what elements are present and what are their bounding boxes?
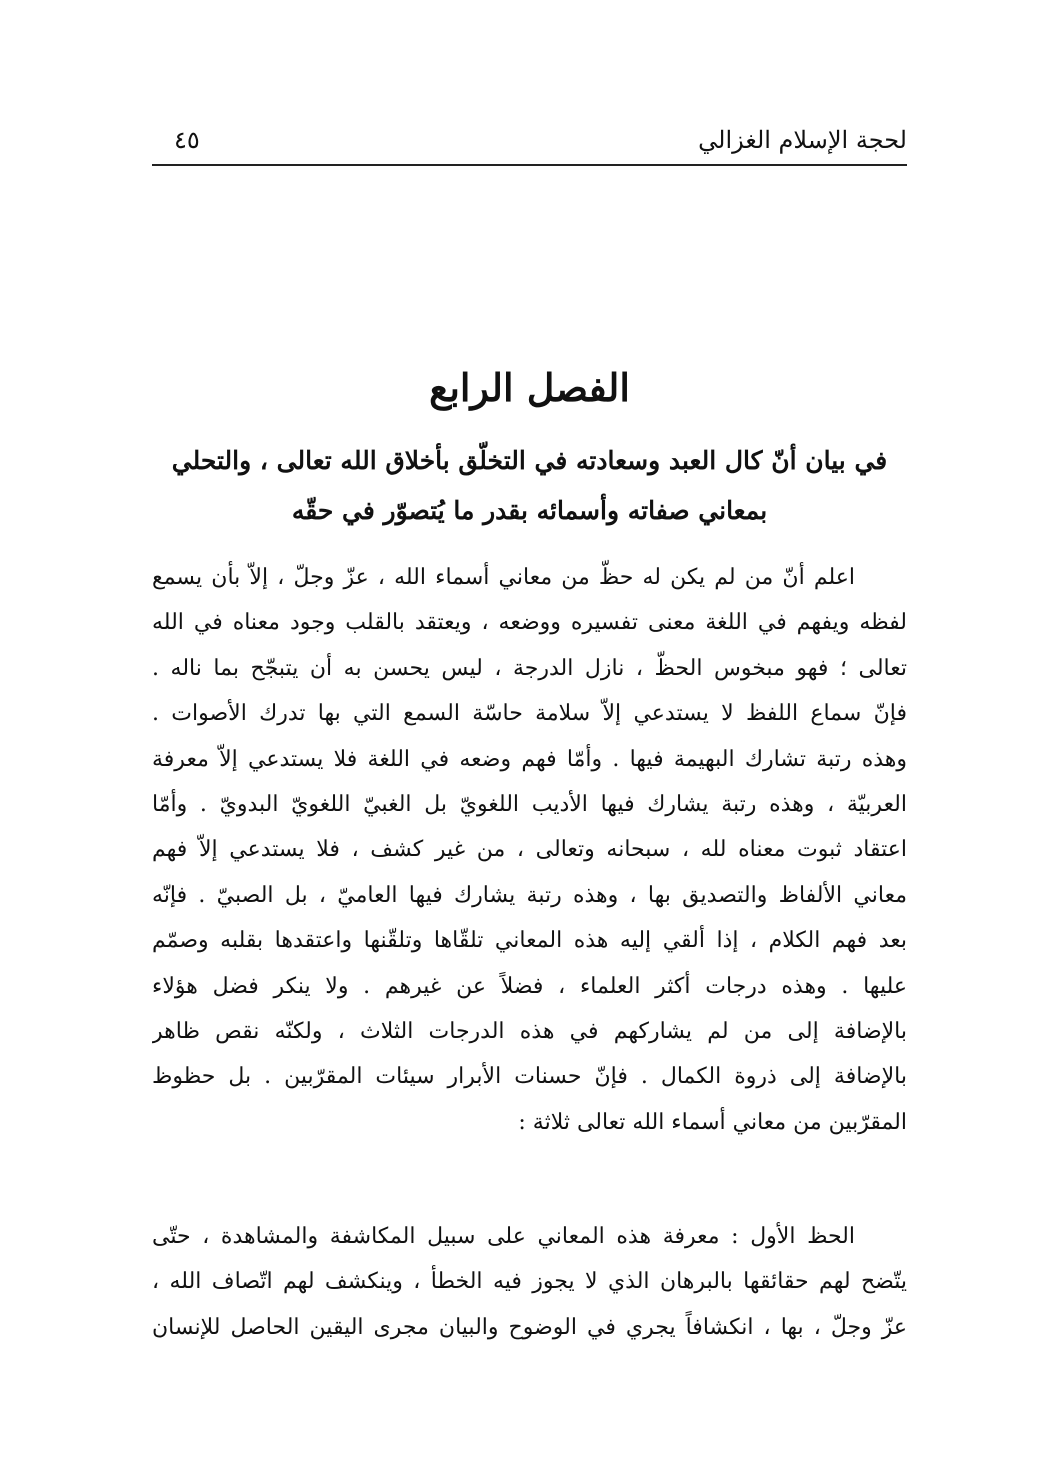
text-line: تعالى ؛ فهو مبخوس الحظّ ، نازل الدرجة ، ليس يحسن به أن يتبجّح بما ناله .	[152, 655, 907, 681]
chapter-subtitle	[152, 436, 907, 536]
text-line: المقرّبين من معاني أسماء الله تعالى ثلاثة :	[518, 1109, 907, 1135]
page-number: ٤٥	[174, 126, 200, 154]
chapter-title: الفصل الرابع	[429, 365, 630, 410]
text-line: يتّضح لهم حقائقها بالبرهان الذي لا يجوز فيه الخطأ ، وينكشف لهم اتّصاف الله ،	[152, 1269, 907, 1295]
body-paragraph	[152, 555, 907, 1145]
running-title: لحجة الإسلام الغزالي	[698, 126, 907, 154]
text-line: اعلم أنّ من لم يكن له حظّ من معاني أسماء الله ، عزّ وجلّ ، إلاّ بأن يسمع	[152, 565, 855, 590]
running-header	[152, 124, 907, 166]
subtitle-line: بمعاني صفاته وأسمائه بقدر ما يُتصوّر في حقّه	[291, 496, 768, 525]
subtitle-line: في بيان أنّ كال العبد وسعادته في التخلّق بأخلاق الله تعالى ، والتحلي	[171, 446, 888, 475]
text-line: لفظه ويفهم في اللغة معنى تفسيره ووضعه ، ويعتقد بالقلب وجود معناه في الله	[152, 610, 907, 636]
body-paragraph	[152, 1214, 907, 1350]
text-line: عزّ وجلّ ، بها ، انكشافاً يجري في الوضوح والبيان مجرى اليقين الحاصل للإنسان	[152, 1314, 907, 1340]
text-line: معاني الألفاظ والتصديق بها ، وهذه رتبة يشارك فيها العاميّ ، بل الصبيّ . فإنّه	[152, 882, 907, 908]
text-line: بالإضافة إلى ذروة الكمال . فإنّ حسنات الأبرار سيئات المقرّبين . بل حظوظ	[152, 1064, 907, 1090]
text-line: الحظ الأول : معرفة هذه المعاني على سبيل المكاشفة والمشاهدة ، حتّى	[152, 1224, 855, 1249]
text-line: اعتقاد ثبوت معناه لله ، سبحانه وتعالى ، من غير كشف ، فلا يستدعي إلاّ فهم	[152, 837, 907, 863]
text-line: فإنّ سماع اللفظ لا يستدعي إلاّ سلامة حاسّة السمع التي بها تدرك الأصوات .	[152, 701, 907, 727]
text-line: العربيّة ، وهذه رتبة يشارك فيها الأديب اللغويّ بل الغبيّ اللغويّ البدويّ . وأمّا	[152, 791, 907, 817]
text-line: بالإضافة إلى من لم يشاركهم في هذه الدرجات الثلاث ، ولكنّه نقص ظاهر	[152, 1018, 907, 1044]
text-line: عليها . وهذه درجات أكثر العلماء ، فضلاً عن غيرهم . ولا ينكر فضل هؤلاء	[152, 973, 907, 999]
text-line: وهذه رتبة تشارك البهيمة فيها . وأمّا فهم وضعه في اللغة فلا يستدعي إلاّ معرفة	[152, 746, 907, 772]
text-line: بعد فهم الكلام ، إذا ألقي إليه هذه المعاني تلقّاها وتلقّنها واعتقدها بقلبه وصمّم	[152, 928, 907, 954]
